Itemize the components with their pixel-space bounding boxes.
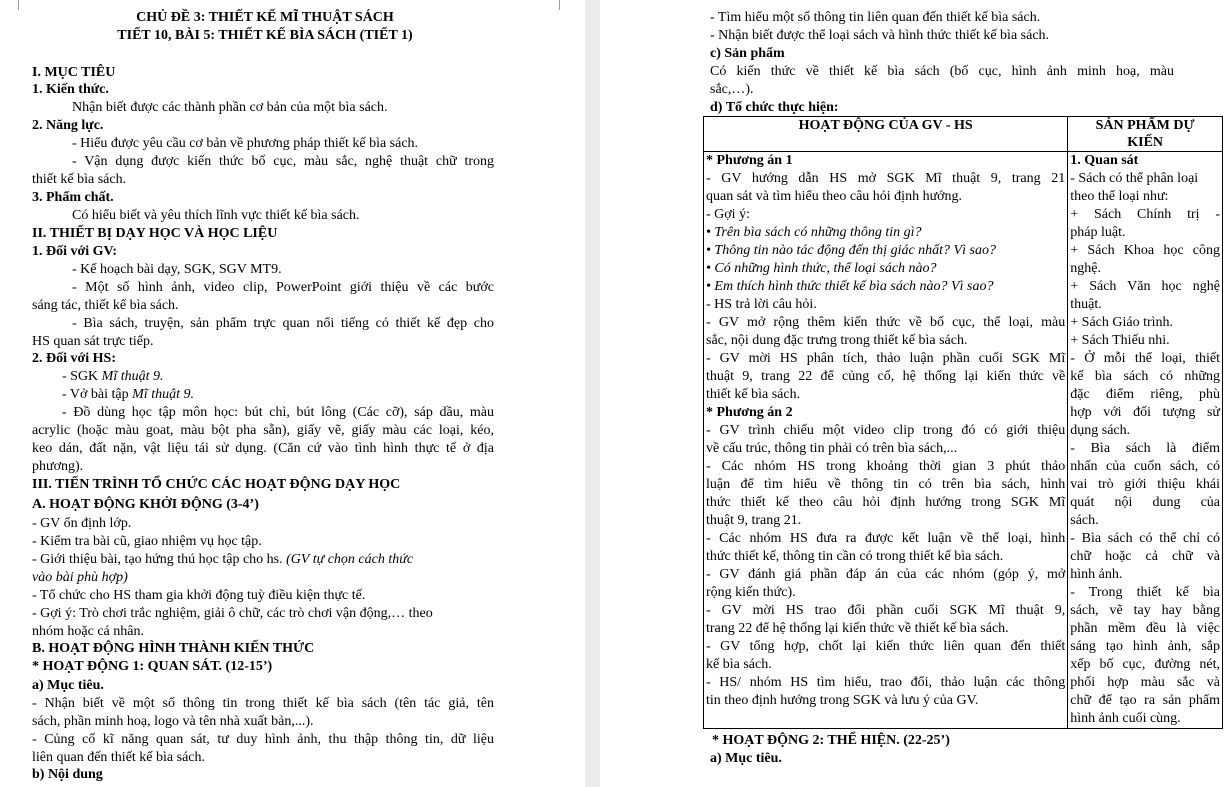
table-row	[704, 152, 1223, 729]
table-header-activities: HOẠT ĐỘNG CỦA GV - HS	[704, 117, 1068, 152]
cell-line: tin theo định hướng trong SGK và lưu ý của GV.	[706, 693, 979, 708]
cell-line: thuật.	[1070, 297, 1102, 312]
subsection-heading: A. HOẠT ĐỘNG KHỞI ĐỘNG (3-4’)	[32, 497, 259, 512]
text-line: - Bìa sách, truyện, sản phẩm trực quan nổi tiếng có thiết kế đẹp cho	[72, 316, 494, 331]
cell-line: đặc điểm riêng, phù	[1070, 387, 1220, 402]
page-gap	[585, 0, 600, 787]
cell-line: sáng tạo hình ảnh, sắp	[1070, 639, 1220, 654]
activity-heading: * HOẠT ĐỘNG 2: THỂ HIỆN. (22-25’)	[712, 733, 950, 748]
cell-line: - HS trả lời câu hỏi.	[706, 297, 817, 312]
text-line: sáng tác, thiết kế bìa sách.	[32, 298, 179, 313]
cell-line: + Sách Văn học nghệ	[1070, 279, 1220, 294]
text-line: - Kiểm tra bài cũ, giao nhiệm vụ học tập.	[32, 534, 262, 549]
subsection-heading: 2. Đối với HS:	[32, 351, 116, 366]
subsection-heading: 2. Năng lực.	[32, 118, 104, 133]
cell-line: - Ở mỗi thể loại, thiết	[1070, 351, 1220, 366]
text-line: - GV ổn định lớp.	[32, 516, 132, 531]
text-line: - Gợi ý: Trò chơi trắc nghiệm, giải ô chữ, các trò chơi vận động,… theo	[32, 606, 433, 621]
cell-line: - GV mời HS phân tích, thảo luận phần cuối SGK Mĩ	[706, 351, 1066, 366]
text-line: nhóm hoặc cá nhân.	[32, 624, 144, 639]
subsection-heading: b) Nội dung	[32, 767, 103, 782]
text-line: - Tìm hiểu một số thông tin liên quan đến thiết kế bìa sách.	[710, 10, 1041, 25]
cell-line: phần mềm đều là việc	[1070, 621, 1220, 636]
section-heading: III. TIẾN TRÌNH TỔ CHỨC CÁC HOẠT ĐỘNG DẠY HỌC	[32, 477, 401, 492]
subsection-heading: 1. Đối với GV:	[32, 244, 118, 259]
crop-mark	[559, 0, 570, 10]
subsection-heading: 3. Phẩm chất.	[32, 190, 114, 205]
cell-line: chữ hoặc cả chữ và	[1070, 549, 1220, 564]
text-line: - Nhận biết được thể loại sách và hình thức thiết kế bìa sách.	[710, 28, 1050, 43]
cell-line: sắc, nội dung đặc trưng trong thiết kế bìa sách.	[706, 333, 968, 348]
cell-line: • Trên bìa sách có những thông tin gì?	[706, 225, 922, 240]
option-heading: * Phương án 2	[706, 405, 793, 420]
text-line: thiết kế bìa sách.	[32, 172, 127, 187]
subsection-heading: c) Sản phẩm	[710, 46, 785, 61]
cell-line: thuật 9, trang 21.	[706, 513, 802, 528]
cell-line: - Bìa sách có thể chỉ có	[1070, 531, 1220, 546]
text-line: - Củng cố kĩ năng quan sát, tư duy hình ảnh, thu thập thông tin, dữ liệu	[32, 732, 494, 747]
text-line: - Tổ chức cho HS tham gia khởi động tuỳ điều kiện thực tế.	[32, 588, 366, 603]
cell-line: - GV hướng dẫn HS mở SGK Mĩ thuật 9, trang 21	[706, 171, 1066, 186]
cell-line: + Sách Thiếu nhi.	[1070, 333, 1170, 348]
cell-line: - HS/ nhóm HS tìm hiểu, trao đổi, thảo luận các thông	[706, 675, 1066, 690]
text-line: - Nhận biết về một số thông tin trong thiết kế bìa sách (tên tác giả, tên	[32, 696, 494, 711]
cell-line: sách, vẽ tay hay bằng	[1070, 603, 1220, 618]
text-line: Có hiểu biết và yêu thích lĩnh vực thiết kế bìa sách.	[72, 208, 360, 223]
cell-line: - GV tổng hợp, chốt lại kiến thức liên quan đến thiết	[706, 639, 1066, 654]
subsection-heading: 1. Kiến thức.	[32, 82, 109, 97]
text-line: Có kiến thức về thiết kế bìa sách (bố cục, hình ảnh minh hoạ, màu	[710, 64, 1174, 79]
text-line: keo dán, đất nặn, vật liệu tái sử dụng. (Căn cứ vào tình hình thực tế ở địa	[32, 441, 494, 456]
lesson-title: TIẾT 10, BÀI 5: THIẾT KẾ BÌA SÁCH (TIẾT 1)	[117, 28, 413, 43]
cell-line: pháp luật.	[1070, 225, 1126, 240]
cell-line: - Trong thiết kế bìa	[1070, 585, 1220, 600]
section-heading: II. THIẾT BỊ DẠY HỌC VÀ HỌC LIỆU	[32, 226, 278, 241]
subsection-heading: a) Mục tiêu.	[710, 751, 782, 766]
cell-line: thức thiết kế, thông tin cần có trong thiết kế bìa sách.	[706, 549, 1004, 564]
text-line: Nhận biết được các thành phần cơ bản của một bìa sách.	[72, 100, 388, 115]
cell-line: về cấu trúc, thông tin phải có trên bìa sách,...	[706, 441, 958, 456]
table-header-row	[704, 117, 1223, 152]
cell-line: chữ để tạo ra sản phẩm	[1070, 693, 1220, 708]
cell-line: nghệ.	[1070, 261, 1101, 276]
text-line: acrylic (hoặc màu goat, màu bột pha sẵn), giấy vẽ, giấy màu các loại, kéo,	[32, 423, 494, 438]
cell-line: - GV mở rộng thêm kiến thức về bố cục, thể loại, màu	[706, 315, 1066, 330]
cell-line: dụng sách.	[1070, 423, 1131, 438]
cell-line: phối hợp màu sắc và	[1070, 675, 1220, 690]
table-cell-products	[1068, 152, 1223, 729]
lesson-topic-title: CHỦ ĐỀ 3: THIẾT KẾ MĨ THUẬT SÁCH	[136, 10, 394, 25]
text-line: phương).	[32, 459, 84, 474]
cell-line: thức thiết kế theo câu hỏi định hướng trong SGK Mĩ	[706, 495, 1066, 510]
section-heading: B. HOẠT ĐỘNG HÌNH THÀNH KIẾN THỨC	[32, 641, 315, 656]
document-page-right	[600, 0, 1227, 787]
cell-line: luận để tìm hiểu về thông tin có trên bìa sách, hình	[706, 477, 1066, 492]
text-line: - Hiểu được yêu cầu cơ bản về phương pháp thiết kế bìa sách.	[72, 136, 419, 151]
cell-line: - Gợi ý:	[706, 207, 750, 222]
table-header-products: SẢN PHẨM DỰ KIẾN	[1068, 117, 1223, 152]
activity-heading: * HOẠT ĐỘNG 1: QUAN SÁT. (12-15’)	[32, 659, 273, 674]
cell-line: - Các nhóm HS trong khoảng thời gian 3 phút thảo	[706, 459, 1066, 474]
text-line: - SGK Mĩ thuật 9.	[62, 369, 164, 384]
cell-line: - GV mời HS trao đổi phần cuối SGK Mĩ thuật 9,	[706, 603, 1066, 618]
text-line: - Một số hình ảnh, video clip, PowerPoint giới thiệu về các bước	[72, 280, 494, 295]
cell-line: + Sách Chính trị -	[1070, 207, 1220, 222]
product-heading: 1. Quan sát	[1070, 153, 1139, 168]
cell-line: theo thể loại như:	[1070, 189, 1169, 204]
cell-line: • Thông tin nào tác động đến thị giác nhất? Vì sao?	[706, 243, 996, 258]
text-line: - Vở bài tập Mĩ thuật 9.	[62, 387, 194, 402]
subsection-heading: a) Mục tiêu.	[32, 678, 104, 693]
text-line: - Giới thiệu bài, tạo hứng thú học tập cho hs. (GV tự chọn cách thức	[32, 552, 414, 567]
text-line: sách, phần minh hoạ, logo và tên nhà xuất bản,...).	[32, 714, 314, 729]
subsection-heading: d) Tổ chức thực hiện:	[710, 100, 839, 115]
text-line: HS quan sát trực tiếp.	[32, 334, 154, 349]
text-line: sắc,…).	[710, 82, 754, 97]
cell-line: kế bìa sách có những	[1070, 369, 1220, 384]
text-line: vào bài phù hợp)	[32, 570, 128, 585]
document-page-left	[0, 0, 585, 787]
text-line: liên quan đến thiết kế bìa sách.	[32, 750, 205, 765]
cell-line: + Sách Khoa học công	[1070, 243, 1220, 258]
activity-table	[703, 116, 1223, 729]
cell-line: vai trò giới thiệu khái	[1070, 477, 1220, 492]
cell-line: rộng kiến thức).	[706, 585, 796, 600]
cell-line: thiết kế bìa sách.	[706, 387, 801, 402]
cell-line: - GV trình chiếu một video clip trong đó có giới thiệu	[706, 423, 1066, 438]
option-heading: * Phương án 1	[706, 153, 793, 168]
section-heading: I. MỤC TIÊU	[32, 65, 116, 80]
text-line: - Kế hoạch bài dạy, SGK, SGV MT9.	[72, 262, 282, 277]
cell-line: thuật 9, trang 22 để củng cố, hệ thống lại kiến thức về	[706, 369, 1066, 384]
table-cell-activities	[704, 152, 1068, 729]
cell-line: - GV đánh giá phần đáp án của các nhóm (góp ý, mở	[706, 567, 1066, 582]
cell-line: trang 22 để hệ thống lại kiến thức về thiết kế bìa sách.	[706, 621, 1009, 636]
cell-line: • Em thích hình thức thiết kế bìa sách nào? Vì sao?	[706, 279, 994, 294]
cell-line: - Các nhóm HS đưa ra được kết luận về thể loại, hình	[706, 531, 1066, 546]
cell-line: quan sát và tìm hiểu theo câu hỏi định hướng.	[706, 189, 963, 204]
text-line: - Đồ dùng học tập môn học: bút chì, bút lông (Các cỡ), sáp dầu, màu	[62, 405, 494, 420]
cell-line: hình ảnh.	[1070, 567, 1123, 582]
cell-line: nhấn của cuốn sách, có	[1070, 459, 1220, 474]
cell-line: xếp bố cục, đường nét,	[1070, 657, 1220, 672]
cell-line: sách.	[1070, 513, 1099, 528]
cell-line: hợp với đối tượng sử	[1070, 405, 1220, 420]
cell-line: • Có những hình thức, thể loại sách nào?	[706, 261, 937, 276]
cell-line: quát nội dung của	[1070, 495, 1220, 510]
cell-line: + Sách Giáo trình.	[1070, 315, 1174, 330]
text-line: - Vận dụng được kiến thức bố cục, màu sắc, nghệ thuật chữ trong	[72, 154, 494, 169]
cell-line: - Sách có thể phân loại	[1070, 171, 1199, 186]
cell-line: kế bìa sách.	[706, 657, 772, 672]
cell-line: hình ảnh cuối cùng.	[1070, 711, 1181, 726]
cell-line: - Bìa sách là điểm	[1070, 441, 1220, 456]
